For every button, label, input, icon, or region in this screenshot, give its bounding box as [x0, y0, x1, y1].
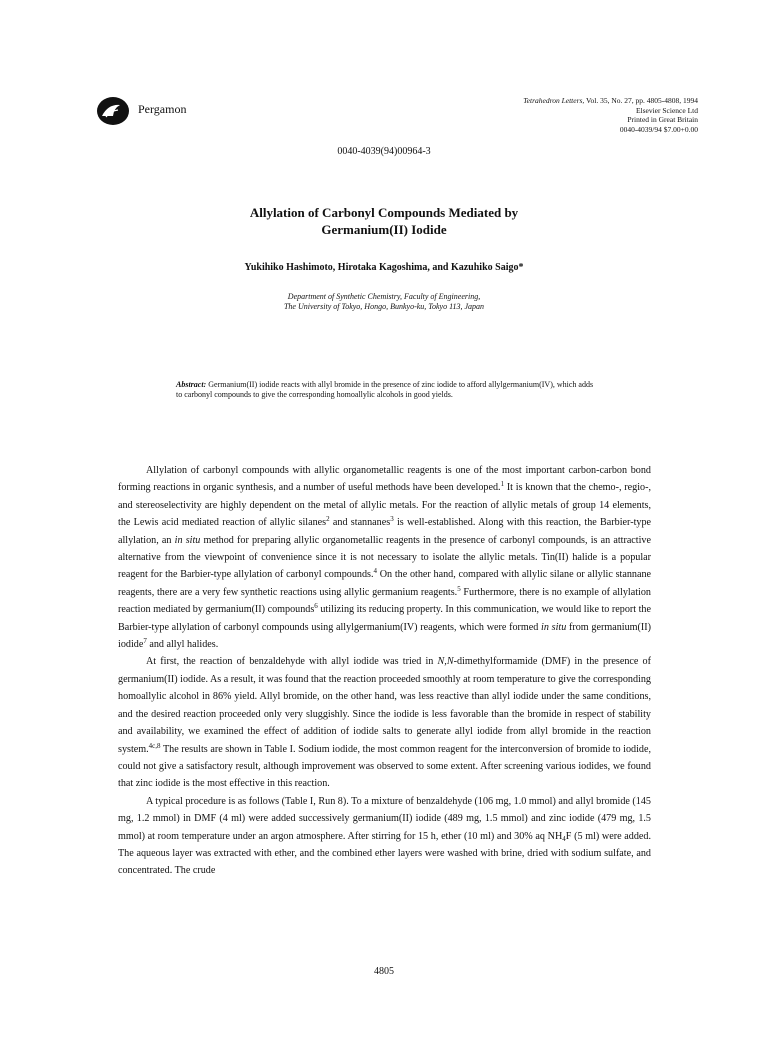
journal-name: Tetrahedron Letters,: [523, 96, 585, 105]
issn-line: 0040-4039/94 $7.00+0.00: [619, 124, 698, 134]
abstract: [176, 380, 596, 400]
abstract-text: Germanium(II) iodide reacts with allyl bromide in the presence of zinc iodide to afford allylgermanium(IV), which adds to carbonyl compounds to give the corresponding homoallylic alcohols in good yields.: [176, 380, 594, 399]
paragraph-1: Allylation of carbonyl compounds with allylic organometallic reagents is one of the most important carbon-carbon bond forming reactions in organic synthesis, and a number of useful methods have been developed.$^1$ It is known that the chemo-, regio-, and stereoselectivity are highly dependent on the metal of allylic metals. For the reaction of allylic metals of group 14 elements, the Lewis acid mediated reaction of allylic silanes$^2$ and stannanes$^3$ is well-established. Along with this reaction, the Barbier-type allylation, an in situ method for preparing allylic organometallic reagents in the presence of carbonyl compounds, is an attractive alternative from the viewpoint of convenience since it is not necessary to isolate the allylic metals. Tin(II) halide is a popular reagent for the Barbier-type allylation of carbonyl compounds.$^4$ On the other hand, compared with allylic silane or allylic stannane reagents, there are a very few synthetic reactions using allylic germanium reagents.$^5$ Furthermore, there is no example of allylation reaction mediated by germanium(II) compounds$^6$ utilizing its reducing property. In this communication, we would like to report the Barbier-type allylation of carbonyl compounds using allylgermanium(IV) reagents, which were formed in situ from germanium(II) iodide$^7$ and allyl halides.: [118, 465, 652, 651]
doi: 0040-4039(94)00964-3: [337, 146, 431, 157]
authors: Yukihiko Hashimoto, Hirotaka Kagoshima, and Kazuhiko Saigo*: [244, 262, 524, 273]
page-number: 4805: [374, 966, 394, 977]
paragraph-2: At first, the reaction of benzaldehyde with allyl iodide was tried in N,N-dimethylformamide (DMF) in the presence of germanium(II) iodide. As a result, it was found that the reaction proceeded smoothly at room temperature to give the corresponding homoallylic alcohol in 86% yield. Allyl bromide, on the other hand, was less reactive than allyl iodide under the same conditions, and the desired reaction proceeded only very sluggishly. Since the iodide is less favorable than the bromide in respect of stability and availability, we examined the effect of addition of iodide salts to generate allyl iodide from allyl bromide in the reaction system.$^{4c,8}$ The results are shown in Table I. Sodium iodide, the most common reagent for the interconversion of bromide to iodide, could not give a satisfactory result, although improvement was observed to some extent. After screening various iodides, we found that zinc iodide is the most effective in this reaction.: [118, 656, 651, 790]
body-text: [118, 462, 651, 880]
publisher-name: Pergamon: [138, 102, 187, 116]
abstract-label: Abstract:: [176, 380, 207, 389]
publisher-line: Elsevier Science Ltd: [635, 105, 698, 115]
affiliation: Department of Synthetic Chemistry, Faculty of Engineering, The University of Tokyo, Hongo, Bunkyo-ku, Tokyo 113, Japan: [283, 292, 485, 311]
paper-title: Allylation of Carbonyl Compounds Mediated by Germanium(II) Iodide: [249, 205, 519, 237]
journal-info: [523, 96, 698, 134]
pergamon-logo: [96, 96, 130, 126]
journal-citation: Tetrahedron Letters, Vol. 35, No. 27, pp. 4805-4808, 1994: [523, 96, 698, 105]
printed-line: Printed in Great Britain: [627, 115, 698, 124]
paragraph-3: A typical procedure is as follows (Table I, Run 8). To a mixture of benzaldehyde (106 mg, 1.0 mmol) and allyl bromide (145 mg, 1.2 mmol) in DMF (4 ml) were added successively germanium(II) iodide (489 mg, 1.5 mmol) and zinc iodide (479 mg, 1.5 mmol) at room temperature under an argon atmosphere. After stirring for 15 h, ether (10 ml) and 30% aq $NH_4F$ (5 ml) were added. The aqueous layer was extracted with ether, and the combined ether layers were washed with brine, dried with sodium sulfate, and concentrated. The crude: [118, 795, 651, 877]
